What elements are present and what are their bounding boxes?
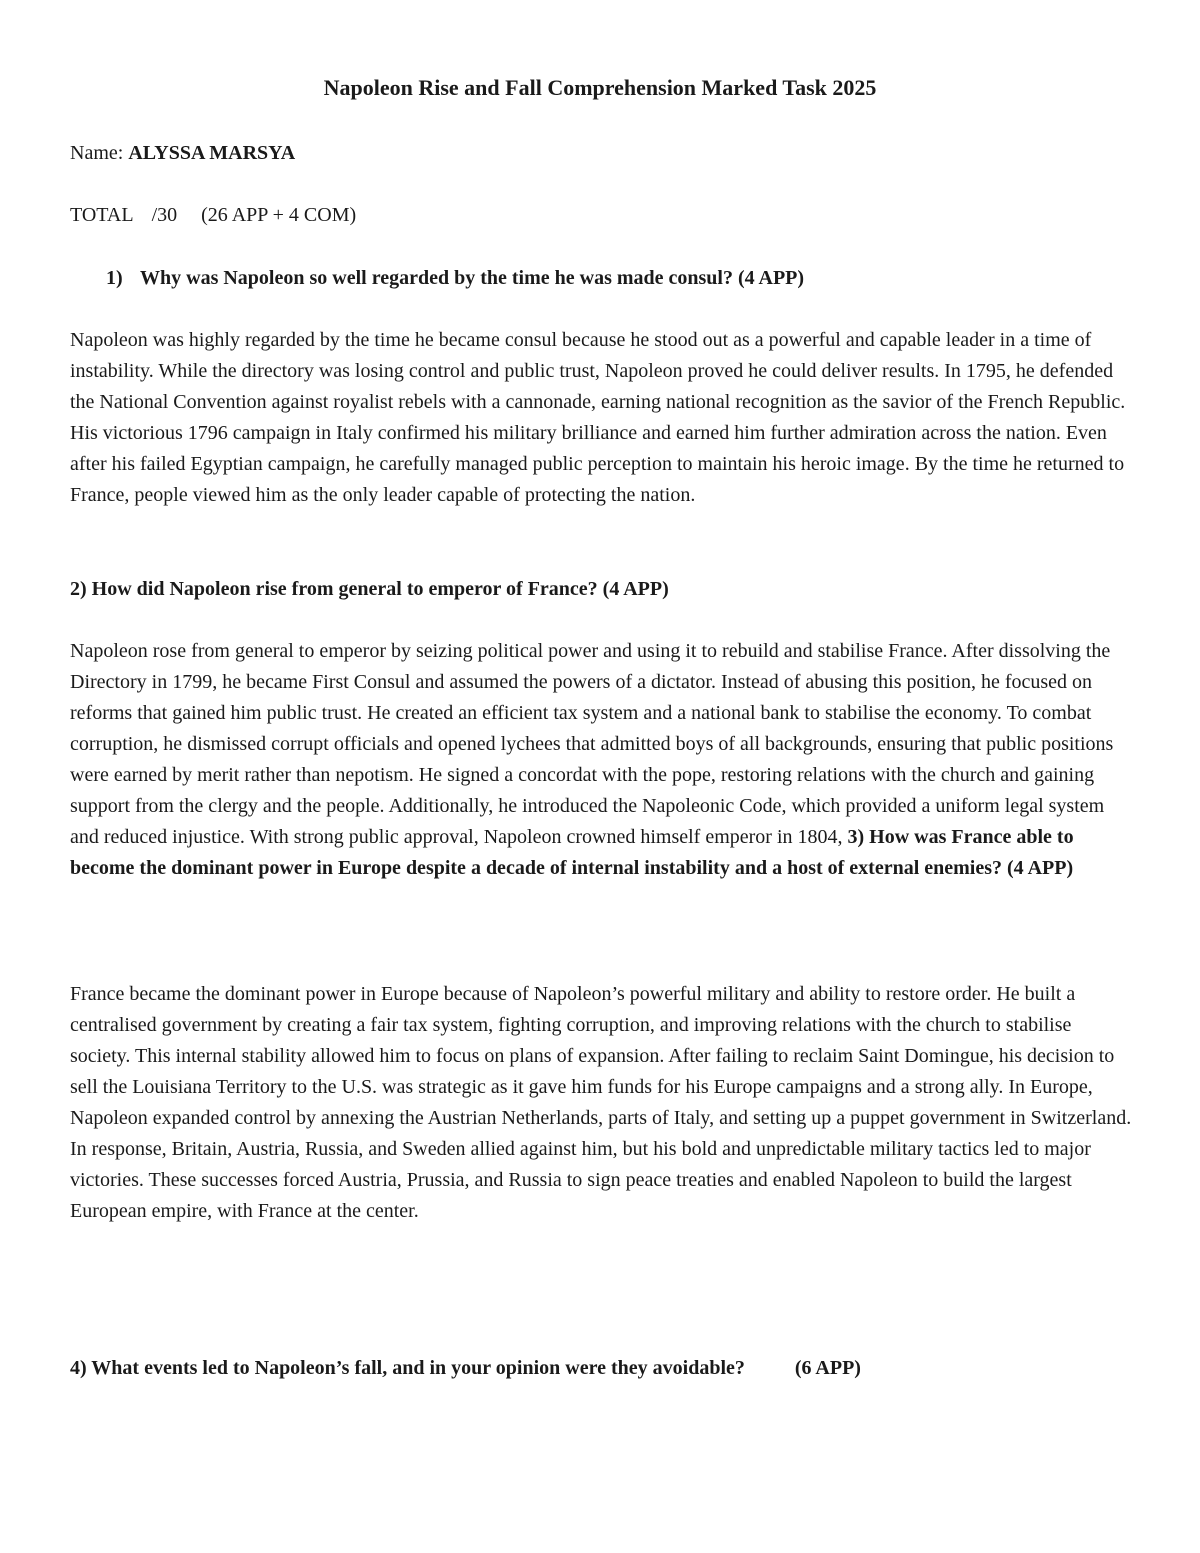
question-4 [70, 1353, 861, 1384]
answer-3: France became the dominant power in Europe because of Napoleon’s powerful military and ability to restore order. He built a centralised government by creating a fair tax system, fighting corruption, and improving relations with the church to stabilise society. This internal stability allowed him to focus on plans of expansion. After failing to reclaim Saint Domingue, his decision to sell the Louisiana Territory to the U.S. was strategic as it gave him funds for his Europe campaigns and a strong ally. In Europe, Napoleon expanded control by annexing the Austrian Netherlands, parts of Italy, and setting up a puppet government in Switzerland. In response, Britain, Austria, Russia, and Sweden allied against him, but his bold and unpredictable military tactics led to major victories. These successes forced Austria, Prussia, and Russia to sign peace treaties and enabled Napoleon to build the largest European empire, with France at the center. [70, 983, 1132, 1222]
total-line [70, 200, 356, 231]
answer-2-text: Napoleon rose from general to emperor by seizing political power and using it to rebuild and stabilise France. After dissolving the Directory in 1799, he became First Consul and assumed the powers of a dictator. Instead of abusing this position, he focused on reforms that gained him public trust. He created an efficient tax system and a national bank to stabilise the economy. To combat corruption, he dismissed corrupt officials and opened lychees that admitted boys of all backgrounds, ensuring that public positions were earned by merit rather than nepotism. He signed a concordat with the pope, restoring relations with the church and gaining support from the clergy and the people. Additionally, he introduced the Napoleonic Code, which provided a uniform legal system and reduced injustice. With strong public approval, Napoleon crowned himself emperor in 1804, [70, 640, 1114, 848]
name-line [70, 138, 295, 169]
question-1-number: 1) [106, 267, 123, 289]
total-breakdown: (26 APP + 4 COM) [201, 204, 357, 226]
question-1 [106, 263, 804, 294]
question-4-text: 4) What events led to Napoleon’s fall, and in your opinion were they avoidable? [70, 1357, 745, 1379]
student-name: ALYSSA MARSYA [128, 142, 296, 164]
question-2: 2) How did Napoleon rise from general to emperor of France? (4 APP) [70, 578, 669, 600]
total-score: /30 [151, 204, 178, 226]
question-3: 3) How was France able to become the dominant power in Europe despite a decade of internal instability and a host of external enemies? (4 APP) [70, 826, 1074, 879]
answer-1: Napoleon was highly regarded by the time he became consul because he stood out as a powerful and capable leader in a time of instability. While the directory was losing control and public trust, Napoleon proved he could deliver results. In 1795, he defended the National Convention against royalist rebels with a cannonade, earning national recognition as the savior of the French Republic. His victorious 1796 campaign in Italy confirmed his military brilliance and earned him further admiration across the nation. Even after his failed Egyptian campaign, he carefully managed public perception to maintain his heroic image. By the time he returned to France, people viewed him as the only leader capable of protecting the nation. [70, 329, 1126, 506]
question-1-text: Why was Napoleon so well regarded by the time he was made consul? (4 APP) [140, 267, 805, 289]
name-label: Name: [70, 142, 124, 164]
question-4-marks: (6 APP) [794, 1357, 861, 1379]
total-label: TOTAL [70, 204, 134, 226]
document-title: Napoleon Rise and Fall Comprehension Marked Task 2025 [323, 75, 877, 100]
answer-2 [70, 636, 1135, 884]
